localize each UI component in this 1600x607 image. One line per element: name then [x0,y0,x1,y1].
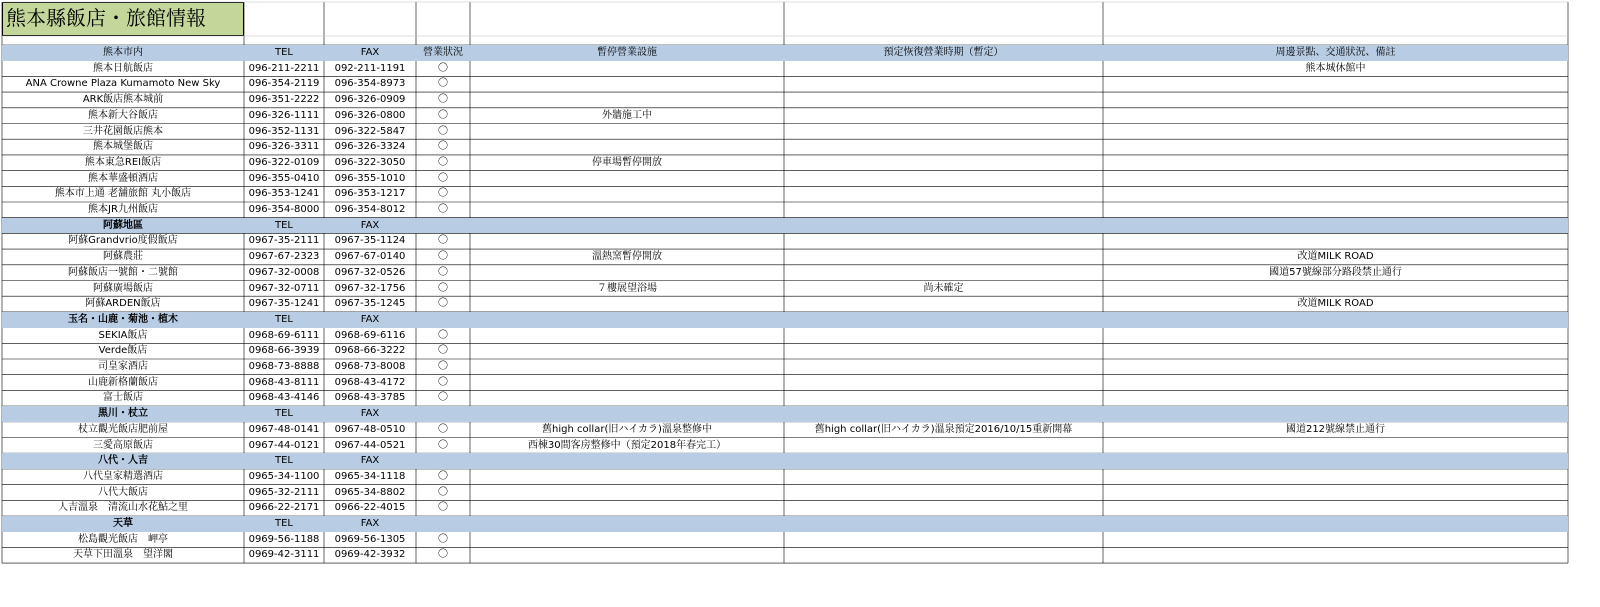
status-cell[interactable]: 〇 [438,172,448,184]
closed-facilities-cell[interactable] [470,469,784,485]
notes-cell[interactable] [1103,108,1568,124]
fax-cell[interactable]: 0965-34-1118 [334,470,406,482]
closed-facilities-cell[interactable] [470,390,784,406]
column-header-1[interactable]: 熊本市内 [2,45,244,61]
hotel-name-cell[interactable]: 阿蘇廣場飯店 [93,282,153,294]
fax-cell[interactable]: 0967-44-0521 [334,439,406,451]
section-header-empty[interactable] [1103,516,1568,532]
hotel-name-cell[interactable]: 司皇家酒店 [98,361,148,372]
status-cell[interactable]: 〇 [438,235,448,247]
status-cell[interactable]: 〇 [438,62,448,74]
column-header-5[interactable]: 暫停營業設施 [470,45,784,61]
notes-cell[interactable] [1103,328,1568,344]
notes-cell[interactable]: 改道MILK ROAD [1297,251,1374,263]
column-header-6[interactable]: 預定恢復營業時期（暫定） [784,45,1103,61]
notes-cell[interactable] [1103,124,1568,140]
status-cell[interactable]: 〇 [438,392,448,404]
reopen-date-cell[interactable] [784,343,1103,359]
hotel-name-cell[interactable]: Verde飯店 [98,345,148,357]
status-cell[interactable]: 〇 [438,266,448,278]
section-header-empty[interactable] [784,406,1103,422]
closed-facilities-cell[interactable] [470,328,784,344]
closed-facilities-cell[interactable]: 西棟30間客房整修中（預定2018年春完工） [527,439,727,451]
status-cell[interactable]: 〇 [438,204,448,215]
section-header-tel[interactable]: TEL [244,453,324,469]
section-header-empty[interactable] [1103,218,1568,234]
reopen-date-cell[interactable] [784,500,1103,516]
notes-cell[interactable] [1103,359,1568,375]
tel-cell[interactable]: 0969-56-1188 [248,533,320,545]
fax-cell[interactable]: 096-354-8012 [334,204,406,215]
tel-cell[interactable]: 0969-42-3111 [248,549,320,561]
status-cell[interactable]: 〇 [438,125,448,137]
tel-cell[interactable]: 0966-22-2171 [248,502,320,514]
hotel-name-cell[interactable]: ANA Crowne Plaza Kumamoto New Sky [25,78,221,90]
fax-cell[interactable]: 0967-32-1756 [334,282,406,294]
section-header-tel[interactable]: TEL [244,406,324,422]
tel-cell[interactable]: 0968-66-3939 [248,345,320,357]
closed-facilities-cell[interactable] [470,186,784,202]
closed-facilities-cell[interactable] [470,296,784,312]
notes-cell[interactable] [1103,500,1568,516]
hotel-name-cell[interactable]: 熊本東急REI飯店 [84,156,162,168]
status-cell[interactable]: 〇 [438,376,448,388]
status-cell[interactable]: 〇 [438,329,448,341]
hotel-name-cell[interactable]: 熊本日航飯店 [93,62,153,74]
status-cell[interactable]: 〇 [438,439,448,451]
closed-facilities-cell[interactable] [470,485,784,501]
tel-cell[interactable]: 0967-67-2323 [248,251,320,263]
reopen-date-cell[interactable] [784,532,1103,548]
reopen-date-cell[interactable] [784,202,1103,218]
tel-cell[interactable]: 0968-43-4146 [248,392,320,404]
notes-cell[interactable] [1103,155,1568,171]
status-cell[interactable]: 〇 [438,345,448,357]
notes-cell[interactable] [1103,233,1568,249]
hotel-name-cell[interactable]: 熊本新大谷飯店 [88,109,158,121]
closed-facilities-cell[interactable] [470,61,784,77]
reopen-date-cell[interactable] [784,108,1103,124]
closed-facilities-cell[interactable] [470,343,784,359]
section-header-empty[interactable] [416,218,470,234]
fax-cell[interactable]: 0968-43-4172 [334,376,406,388]
notes-cell[interactable]: 國道212號線禁止通行 [1285,423,1386,435]
hotel-name-cell[interactable]: 八代皇家精選酒店 [83,470,163,482]
reopen-date-cell[interactable] [784,155,1103,171]
closed-facilities-cell[interactable]: 舊high collar(旧ハイカラ)溫泉整修中 [542,423,712,435]
closed-facilities-cell[interactable]: ７樓展望浴場 [597,282,657,294]
section-header-label[interactable]: 天草 [2,516,244,532]
notes-cell[interactable] [1103,485,1568,501]
status-cell[interactable]: 〇 [438,361,448,372]
closed-facilities-cell[interactable] [470,92,784,108]
hotel-name-cell[interactable]: 熊本華盛頓酒店 [88,172,158,184]
tel-cell[interactable]: 0968-73-8888 [248,361,320,372]
section-header-empty[interactable] [416,312,470,328]
hotel-name-cell[interactable]: 松島觀光飯店 岬亭 [78,533,168,545]
closed-facilities-cell[interactable] [470,359,784,375]
section-header-fax[interactable]: FAX [324,516,416,532]
notes-cell[interactable] [1103,139,1568,155]
status-cell[interactable]: 〇 [438,423,448,435]
reopen-date-cell[interactable] [784,92,1103,108]
reopen-date-cell[interactable]: 舊high collar(旧ハイカラ)溫泉預定2016/10/15重新開幕 [814,423,1073,435]
status-cell[interactable]: 〇 [438,109,448,121]
fax-cell[interactable]: 0969-56-1305 [334,533,406,545]
hotel-name-cell[interactable]: 阿蘇飯店一號館・二號館 [68,266,178,278]
section-header-fax[interactable]: FAX [324,312,416,328]
section-header-empty[interactable] [470,453,784,469]
column-header-2[interactable]: TEL [244,45,324,61]
fax-cell[interactable]: 0969-42-3932 [334,549,406,561]
hotel-name-cell[interactable]: SEKIA飯店 [98,329,148,341]
fax-cell[interactable]: 0967-35-1245 [334,298,406,310]
status-cell[interactable]: 〇 [438,78,448,90]
section-header-empty[interactable] [784,453,1103,469]
section-header-empty[interactable] [1103,312,1568,328]
fax-cell[interactable]: 0967-48-0510 [334,423,406,435]
status-cell[interactable]: 〇 [438,533,448,545]
notes-cell[interactable] [1103,281,1568,297]
hotel-name-cell[interactable]: 杖立觀光飯店肥前屋 [78,423,168,435]
hotel-name-cell[interactable]: 阿蘇ARDEN飯店 [85,298,161,310]
section-header-tel[interactable]: TEL [244,312,324,328]
tel-cell[interactable]: 096-326-3311 [248,141,320,153]
section-header-empty[interactable] [470,218,784,234]
status-cell[interactable]: 〇 [438,141,448,153]
notes-cell[interactable] [1103,469,1568,485]
fax-cell[interactable]: 0967-67-0140 [334,251,406,263]
hotel-name-cell[interactable]: 熊本市上通 老舗旅館 丸小飯店 [54,188,192,200]
tel-cell[interactable]: 0967-35-2111 [248,235,320,247]
hotel-name-cell[interactable]: ARK飯店熊本城前 [82,94,164,106]
fax-cell[interactable]: 0967-32-0526 [334,266,406,278]
reopen-date-cell[interactable] [784,469,1103,485]
closed-facilities-cell[interactable] [470,375,784,391]
hotel-name-cell[interactable]: 三愛高原飯店 [93,439,153,451]
reopen-date-cell[interactable] [784,124,1103,140]
fax-cell[interactable]: 096-354-8973 [334,78,406,90]
fax-cell[interactable]: 096-326-3324 [334,141,406,153]
notes-cell[interactable] [1103,390,1568,406]
hotel-name-cell[interactable]: 八代大飯店 [98,486,148,498]
status-cell[interactable]: 〇 [438,282,448,294]
reopen-date-cell[interactable] [784,375,1103,391]
tel-cell[interactable]: 0968-69-6111 [248,329,320,341]
fax-cell[interactable]: 0968-66-3222 [334,345,406,357]
tel-cell[interactable]: 0967-35-1241 [248,298,320,310]
section-header-empty[interactable] [470,406,784,422]
hotel-name-cell[interactable]: 三井花園飯店熊本 [83,125,163,137]
section-header-empty[interactable] [1103,453,1568,469]
closed-facilities-cell[interactable] [470,265,784,281]
hotel-name-cell[interactable]: 人吉溫泉 清流山水花鮎之里 [58,502,188,514]
closed-facilities-cell[interactable] [470,171,784,187]
reopen-date-cell[interactable] [784,296,1103,312]
column-header-7[interactable]: 周邊景點、交通狀況、備註 [1103,45,1568,61]
tel-cell[interactable]: 096-354-2119 [248,78,320,90]
status-cell[interactable]: 〇 [438,188,448,200]
status-cell[interactable]: 〇 [438,298,448,310]
reopen-date-cell[interactable] [784,249,1103,265]
tel-cell[interactable]: 096-354-8000 [248,204,320,215]
tel-cell[interactable]: 096-326-1111 [248,109,320,121]
closed-facilities-cell[interactable] [470,233,784,249]
notes-cell[interactable]: 國道57號線部分路段禁止通行 [1269,266,1402,278]
tel-cell[interactable]: 096-211-2211 [248,62,320,74]
fax-cell[interactable]: 096-322-3050 [334,156,406,168]
column-header-4[interactable]: 營業狀況 [416,45,470,61]
closed-facilities-cell[interactable]: 停車場暫停開放 [592,156,662,168]
notes-cell[interactable] [1103,202,1568,218]
tel-cell[interactable]: 096-322-0109 [248,156,320,168]
status-cell[interactable]: 〇 [438,549,448,561]
notes-cell[interactable] [1103,438,1568,454]
notes-cell[interactable] [1103,92,1568,108]
hotel-name-cell[interactable]: 山鹿新格蘭飯店 [88,376,158,388]
notes-cell[interactable] [1103,76,1568,92]
tel-cell[interactable]: 0967-48-0141 [248,423,320,435]
section-header-empty[interactable] [784,516,1103,532]
hotel-name-cell[interactable]: 富士飯店 [103,392,143,404]
tel-cell[interactable]: 096-355-0410 [248,172,320,184]
status-cell[interactable]: 〇 [438,156,448,168]
fax-cell[interactable]: 096-353-1217 [334,188,406,200]
closed-facilities-cell[interactable]: 溫熱窯暫停開放 [592,251,662,263]
reopen-date-cell[interactable] [784,61,1103,77]
tel-cell[interactable]: 0967-32-0711 [248,282,320,294]
closed-facilities-cell[interactable] [470,532,784,548]
fax-cell[interactable]: 0968-73-8008 [334,361,406,372]
notes-cell[interactable] [1103,343,1568,359]
closed-facilities-cell[interactable] [470,76,784,92]
hotel-name-cell[interactable]: 阿蘇Grandvrio度假飯店 [68,235,178,247]
fax-cell[interactable]: 096-326-0800 [334,109,406,121]
fax-cell[interactable]: 0967-35-1124 [334,235,406,247]
status-cell[interactable]: 〇 [438,470,448,482]
section-header-empty[interactable] [784,312,1103,328]
reopen-date-cell[interactable] [784,265,1103,281]
reopen-date-cell[interactable] [784,547,1103,563]
tel-cell[interactable]: 0967-32-0008 [248,266,320,278]
section-header-empty[interactable] [784,218,1103,234]
reopen-date-cell[interactable] [784,390,1103,406]
notes-cell[interactable]: 改道MILK ROAD [1297,298,1374,310]
tel-cell[interactable]: 096-353-1241 [248,188,320,200]
section-header-label[interactable]: 黒川・杖立 [2,406,244,422]
fax-cell[interactable]: 096-326-0909 [334,94,406,106]
fax-cell[interactable]: 096-322-5847 [334,125,406,137]
section-header-empty[interactable] [1103,406,1568,422]
section-header-empty[interactable] [470,516,784,532]
hotel-name-cell[interactable]: 阿蘇農莊 [103,251,143,263]
status-cell[interactable]: 〇 [438,502,448,514]
section-header-fax[interactable]: FAX [324,218,416,234]
fax-cell[interactable]: 0968-69-6116 [334,329,406,341]
tel-cell[interactable]: 096-351-2222 [248,94,320,106]
reopen-date-cell[interactable] [784,171,1103,187]
column-header-3[interactable]: FAX [324,45,416,61]
section-header-empty[interactable] [416,406,470,422]
tel-cell[interactable]: 0968-43-8111 [248,376,320,388]
reopen-date-cell[interactable] [784,186,1103,202]
fax-cell[interactable]: 096-355-1010 [334,172,406,184]
hotel-name-cell[interactable]: 熊本城堡飯店 [93,141,153,153]
fax-cell[interactable]: 0968-43-3785 [334,392,406,404]
tel-cell[interactable]: 096-352-1131 [248,125,320,137]
section-header-label[interactable]: 阿蘇地區 [2,218,244,234]
closed-facilities-cell[interactable] [470,139,784,155]
closed-facilities-cell[interactable]: 外牆施工中 [602,109,652,121]
closed-facilities-cell[interactable] [470,500,784,516]
fax-cell[interactable]: 0966-22-4015 [334,502,406,514]
reopen-date-cell[interactable] [784,438,1103,454]
section-header-label[interactable]: 玉名・山鹿・菊池・植木 [2,312,244,328]
reopen-date-cell[interactable] [784,359,1103,375]
notes-cell[interactable] [1103,186,1568,202]
reopen-date-cell[interactable]: 尚未確定 [923,282,964,294]
closed-facilities-cell[interactable] [470,202,784,218]
tel-cell[interactable]: 0965-32-2111 [248,486,320,498]
status-cell[interactable]: 〇 [438,251,448,263]
section-header-empty[interactable] [416,453,470,469]
notes-cell[interactable] [1103,547,1568,563]
status-cell[interactable]: 〇 [438,94,448,106]
notes-cell[interactable] [1103,532,1568,548]
hotel-name-cell[interactable]: 熊本JR九州飯店 [88,204,158,215]
notes-cell[interactable]: 熊本城休館中 [1305,62,1366,74]
section-header-fax[interactable]: FAX [324,406,416,422]
tel-cell[interactable]: 0967-44-0121 [248,439,320,451]
fax-cell[interactable]: 0965-34-8802 [334,486,406,498]
fax-cell[interactable]: 092-211-1191 [334,62,406,74]
sheet-title[interactable]: 熊本縣飯店・旅館情報 [2,2,244,36]
section-header-fax[interactable]: FAX [324,453,416,469]
section-header-empty[interactable] [470,312,784,328]
hotel-name-cell[interactable]: 天草下田溫泉 望洋閣 [73,549,173,561]
section-header-tel[interactable]: TEL [244,218,324,234]
notes-cell[interactable] [1103,171,1568,187]
status-cell[interactable]: 〇 [438,486,448,498]
section-header-empty[interactable] [416,516,470,532]
reopen-date-cell[interactable] [784,485,1103,501]
reopen-date-cell[interactable] [784,328,1103,344]
tel-cell[interactable]: 0965-34-1100 [248,470,320,482]
closed-facilities-cell[interactable] [470,124,784,140]
reopen-date-cell[interactable] [784,139,1103,155]
reopen-date-cell[interactable] [784,233,1103,249]
notes-cell[interactable] [1103,375,1568,391]
section-header-tel[interactable]: TEL [244,516,324,532]
reopen-date-cell[interactable] [784,76,1103,92]
closed-facilities-cell[interactable] [470,547,784,563]
section-header-label[interactable]: 八代・人吉 [2,453,244,469]
